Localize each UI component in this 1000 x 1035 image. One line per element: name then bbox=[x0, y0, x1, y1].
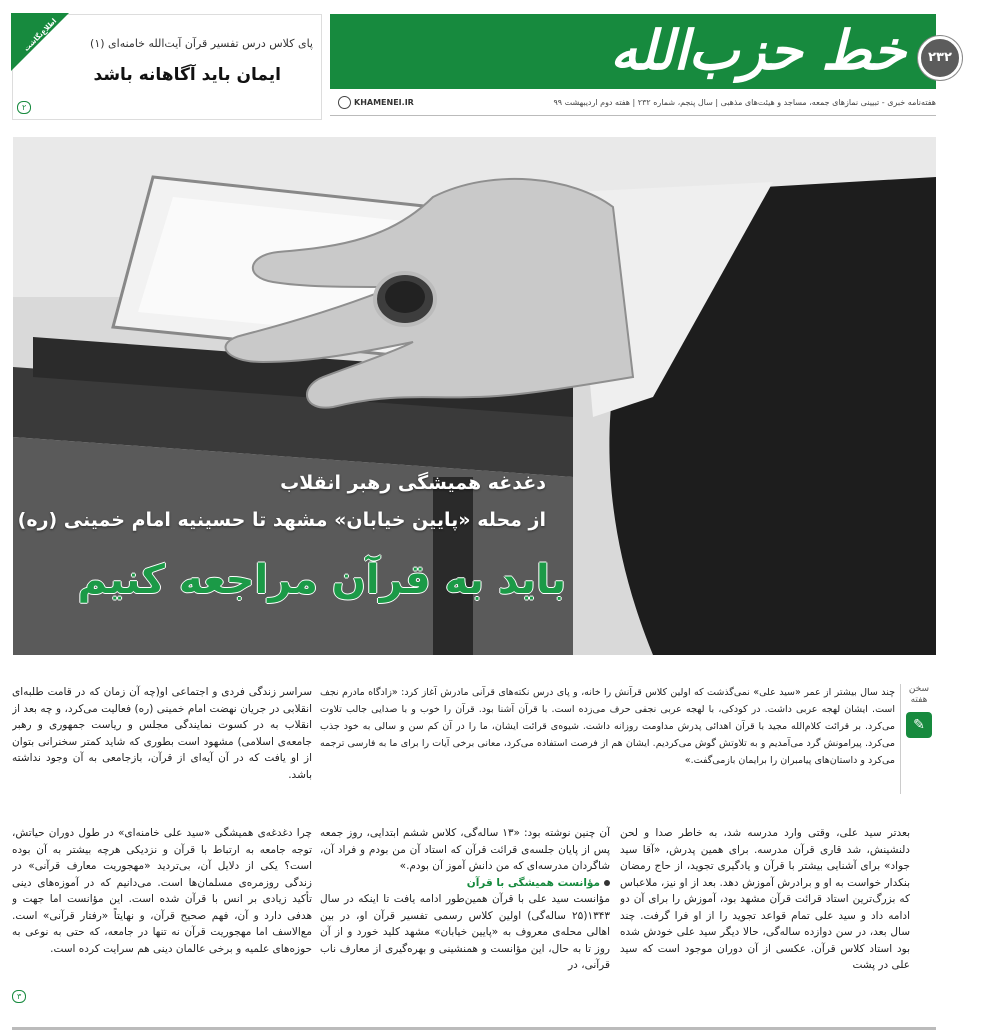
corner-ribbon bbox=[11, 13, 69, 71]
teaser-title: ایمان باید آگاهانه باشد bbox=[93, 65, 281, 85]
column-b bbox=[12, 825, 312, 1005]
column-d-text: بعدتر سید علی، وقتی وارد مدرسه شد، به خاطر صدا و لحن دلنشینش، شد قاری قرآن مدرسه. برای همین پدرش، «آقا سید جواد» برای آشنایی بیشتر با قرآن و یادگیری تجوید، از حاج رمضان بنکدار خواست به او و برادرش آموزش دهد. بعد از او نیز، ملاعباس که بزرگ‌ترین استاد قرائت قرآن مشهد بود، آموزش را برای آن دو ادامه داد و سید علی تمام قواعد تجوید را از او فرا گرفت. چند سال بعد، در سن دوازده ساله‌گی، حالا دیگر سید علی خودش شده بود استاد کلاس قرآن. عکسی از آن دوران موجود است که سید علی در پشت bbox=[620, 827, 910, 971]
continue-page-badge[interactable]: ۳ bbox=[12, 990, 26, 1003]
week-speech-tag bbox=[902, 684, 936, 764]
section-heading-text: مؤانست همیشگی با قرآن bbox=[466, 876, 600, 889]
masthead-banner bbox=[330, 14, 936, 89]
teaser-subtitle: پای کلاس درس تفسیر قرآن آیت‌الله خامنه‌ای (۱) bbox=[90, 37, 313, 50]
bullet-icon bbox=[604, 880, 610, 886]
section-heading bbox=[320, 875, 610, 892]
ribbon-label: اطلاع‌نگاشت bbox=[22, 17, 59, 53]
column-b-text: چرا دغدغه‌ی همیشگی «سید علی خامنه‌ای» در طول دوران حیاتش، توجه جامعه به ارتباط با قرآن و نزدیکی هرچه بیشتر به آن بوده است؟ یکی از دلایل آن، بی‌تردید «مهجوریت معارف قرآنی» در زندگی روزمره‌ی مسلمان‌ها است. می‌دانیم که در آموزه‌های دینی تأکید زیادی بر انس با قرآن شده است. این مؤانست اما جهت و هدفی دارد و آن، فهم صحیح قرآن، و نهایتاً «رفتار قرآنی» است. مع‌الاسف اما مهجوریت قرآن نه تنها در جامعه، که حتی به نوعی به حوزه‌های علمیه و برخی عالمان دینی هم سرایت کرده است. bbox=[12, 827, 312, 955]
column-c-text-1: آن چنین نوشته بود: «۱۳ ساله‌گی، کلاس ششم ابتدایی، روز جمعه پس از پایان جلسه‌ی قرائت قرآن که استاد آن من بودم و فراد آن، شاگردان مدرسه‌ای که من دانش آموز آن بودم.» bbox=[320, 827, 610, 872]
feature-kicker: دغدغه همیشگی رهبر انقلاب bbox=[280, 472, 546, 494]
newspaper-logo: خط حزب‌الله bbox=[610, 19, 906, 82]
teaser-box[interactable] bbox=[12, 14, 322, 120]
site-logo-text: KHAMENEI.IR bbox=[354, 98, 414, 107]
teaser-page-number: ۲ bbox=[17, 101, 31, 114]
intro-paragraph bbox=[320, 684, 895, 802]
column-c-text-2: مؤانست سید علی با قرآن همین‌طور ادامه یافت تا اینکه در سال ۱۳۴۳(۲۵ ساله‌گی) اولین کلاس رسمی تفسیر قرآن او، در بین اهالی محله‌ی معروف به «پایین خیابان» مشهد کلید خورد و از آن روز تا به حال، این مؤانست و همنشینی و بهره‌گیری از معارف ناب قرآنی، در bbox=[320, 893, 610, 971]
tag-line-2: هفته bbox=[910, 695, 928, 705]
column-d bbox=[620, 825, 910, 1005]
tag-line-1: سخن bbox=[908, 684, 930, 694]
masthead-divider bbox=[330, 115, 936, 116]
feature-subtitle: از محله «پایین خیابان» مشهد تا حسینیه امام خمینی (ره) bbox=[17, 509, 546, 531]
feature-headline[interactable]: باید به قرآن مراجعه کنیم bbox=[77, 557, 566, 603]
site-logo[interactable] bbox=[338, 95, 430, 111]
issue-number-badge: ۲۳۲ bbox=[918, 36, 962, 80]
masthead-subtitle: هفته‌نامه خبری - تبیینی نمازهای جمعه، مساجد و هیئت‌های مذهبی | سال پنجم، شماره ۲۳۲ | هفته دوم اردیبهشت ۹۹ bbox=[553, 98, 936, 107]
site-logo-icon bbox=[338, 96, 351, 109]
intro-text: چند سال بیشتر از عمر «سید علی» نمی‌گذشت که اولین کلاس قرآنش را خانه، و پای درس نکته‌های قرآنی مادرش آغاز کرد: «زادگاه مادرم نجف است. ایشان لهجه عربی داشت. در کودکی، با لهجه عربی نجفی حرف می‌زده است. با قرآن آشنا بود. قرآن را خوب و با صدایی جالب تلاوت می‌کرد. بر قرائت کلام‌الله مجید با قرآن اهدائی پدرش مداومت روزانه داشت. شیوه‌ی قرائت ایشان، ما را در آن کم سن و سالی به خود جذب می‌کرد. پیرامونش گرد می‌آمدیم و به تلاوتش گوش می‌کردیم. ایشان هم از فرصت استفاده می‌کرد، معانی برخی آیات را برای ما به فارسی ترجمه می‌کرد و داستان‌های پیامبران را برایمان بازمی‌گفت.» bbox=[320, 687, 895, 766]
column-a bbox=[12, 684, 312, 819]
bottom-divider bbox=[12, 1027, 936, 1030]
sidebar-divider bbox=[900, 684, 901, 794]
pen-icon: ✎ bbox=[906, 712, 932, 738]
column-a-text: سراسر زندگی فردی و اجتماعی او(چه آن زمان که در قامت طلبه‌ای انقلابی در جریان نهضت امام خمینی (ره) فعالیت می‌کرد، و چه بعد از انقلاب به در کسوت نمایندگی مجلس و ریاست جمهوری و رهبر جامعه‌ی اسلامی) مشهود است بطوری که شاید کمتر سخنرانی بتوان از او یافت که در آن آیه‌ای از قرآن، بازجامعی به آن وجود نداشته باشد. bbox=[12, 686, 312, 781]
column-c bbox=[320, 825, 610, 1005]
feature-photo bbox=[13, 137, 936, 655]
